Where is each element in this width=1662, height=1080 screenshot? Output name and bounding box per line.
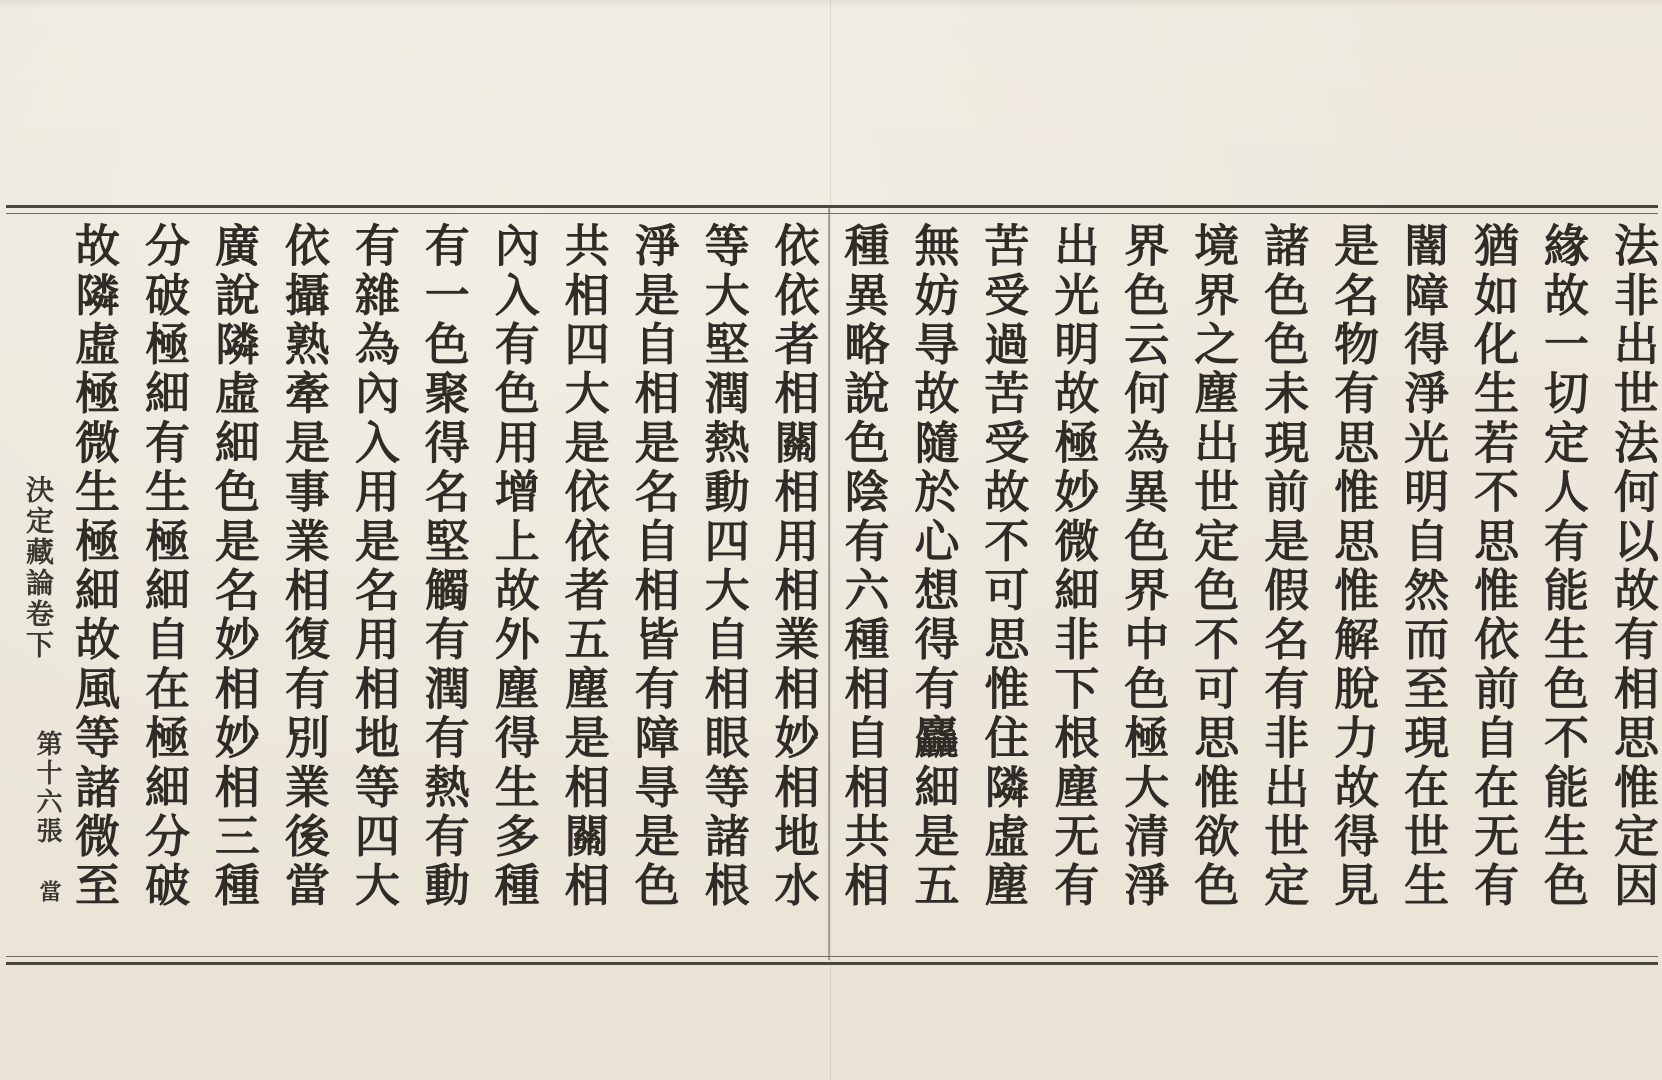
text-column-13: 依依者相關相用相業相妙相地水 [766,222,820,911]
text-columns [65,222,1660,952]
margin-title: 決定藏論卷下 [22,475,55,661]
text-column-3: 猶如化生若不思惟依前自在无有 [1466,222,1520,911]
text-column-12: 種異略說色陰有六種相自相共相 [836,222,890,911]
text-column-23: 故隣虛極微生極細故風等諸微至 [67,222,120,911]
margin-carver-mark: 當 [36,880,61,902]
text-column-7: 境界之塵出世定色不可思惟欲色 [1186,222,1240,911]
sheet-top-edge [0,0,1662,8]
text-column-18: 有一色聚得名堅觸有潤有熱有動 [416,222,470,911]
text-column-8: 界色云何為異色界中色極大清淨 [1116,222,1170,911]
text-column-11: 無妨㝵故隨於心想得有麤細是五 [906,222,960,911]
text-column-1: 法非出世法何以故有相思惟定因 [1605,222,1659,911]
text-column-5: 是名物有思惟思惟解脫力故得見 [1326,222,1380,911]
text-column-14: 等大堅潤熱動四大自相眼等諸根 [696,222,750,911]
text-column-22: 分破極細有生極細自在極細分破 [136,222,190,911]
text-column-10: 苦受過苦受故不可思惟住隣虛塵 [976,222,1030,911]
text-column-9: 出光明故極妙微細非下根塵无有 [1046,222,1100,911]
text-column-21: 廣說隣虛細色是名妙相妙相三種 [206,222,260,911]
margin-page-number: 第十六張 [32,730,62,846]
text-column-4: 闇障得淨光明自然而至現在世生 [1396,222,1450,911]
text-column-6: 諸色色未現前是假名有非出世定 [1256,222,1310,911]
text-column-17: 內入有色用增上故外塵得生多種 [486,222,540,911]
text-column-20: 依攝熟牽是事業相復有別業後當 [276,222,330,911]
text-column-19: 有雜為內入用是名用相地等四大 [346,222,400,911]
text-column-15: 淨是自相是名自相皆有障㝵是色 [626,222,680,911]
text-column-16: 共相四大是依依者五塵是相關相 [556,222,610,911]
text-column-2: 緣故一切定人有能生色不能生色 [1536,222,1590,911]
